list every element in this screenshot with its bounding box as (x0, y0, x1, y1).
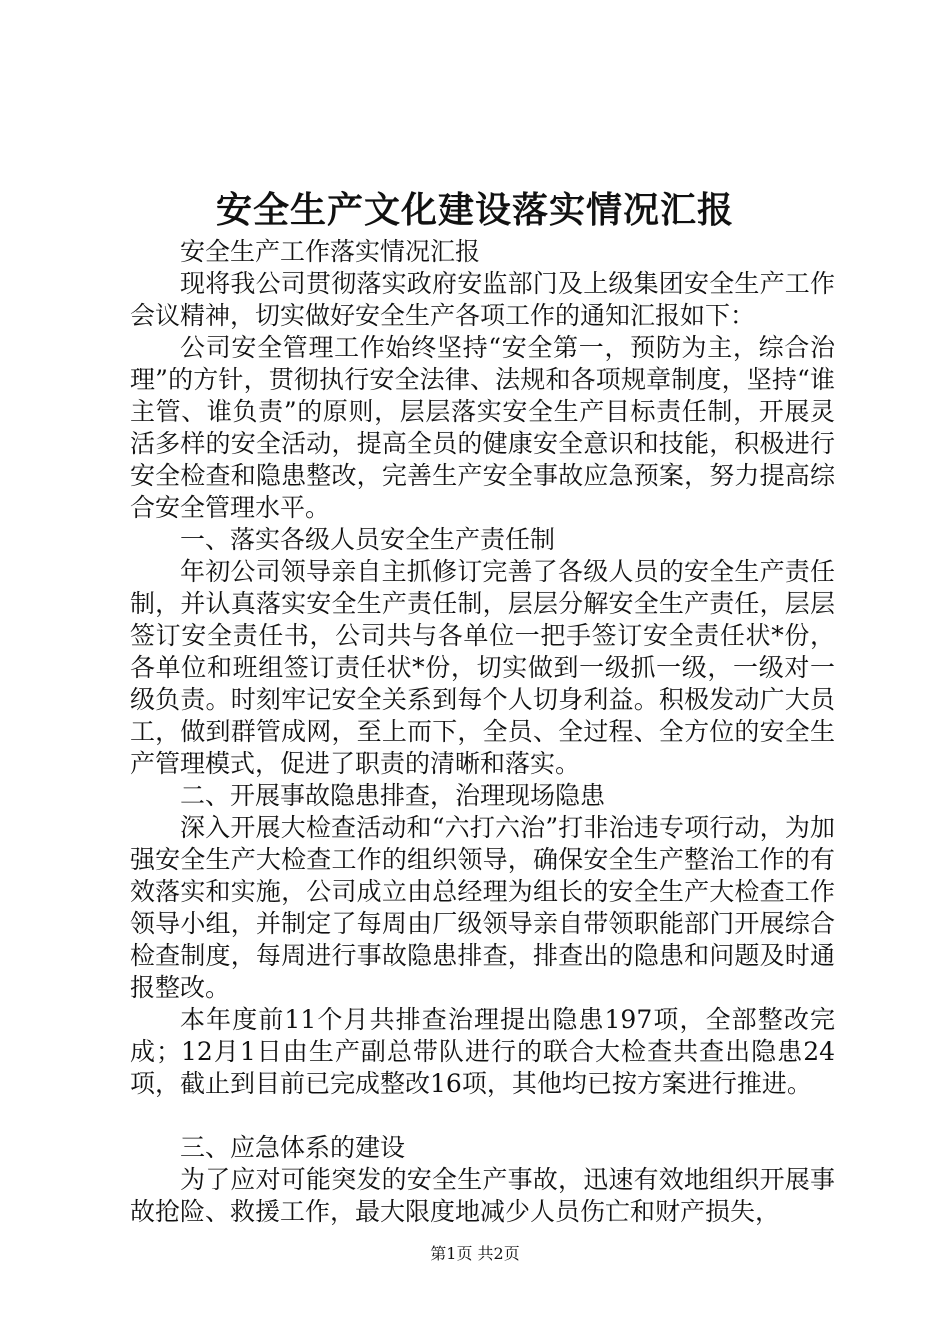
report-subtitle: 安全生产工作落实情况汇报 (180, 237, 481, 266)
document-body (130, 236, 835, 1228)
intro-paragraph: 现将我公司贯彻落实政府安监部门及上级集团安全生产工作会议精神，切实做好安全生产各项工作的通知汇报如下： (130, 269, 835, 330)
document-title: 安全生产文化建设落实情况汇报 (215, 189, 734, 231)
section-heading-2: 二、开展事故隐患排查，治理现场隐患 (180, 781, 606, 810)
section-3-paragraph: 为了应对可能突发的安全生产事故，迅速有效地组织开展事故抢险、救援工作，最大限度地减少人员伤亡和财产损失， (130, 1165, 835, 1226)
policy-paragraph: 公司安全管理工作始终坚持“安全第一，预防为主，综合治理”的方针，贯彻执行安全法律、法规和各项规章制度，坚持“谁主管、谁负责”的原则，层层落实安全生产目标责任制，开展灵活多样的安全活动，提高全员的健康安全意识和技能，积极进行安全检查和隐患整改，完善生产安全事故应急预案，努力提高综合安全管理水平。 (130, 333, 835, 522)
section-heading-3: 三、应急体系的建设 (180, 1133, 406, 1162)
section-1-paragraph: 年初公司领导亲自主抓修订完善了各级人员的安全生产责任制，并认真落实安全生产责任制，层层分解安全生产责任，层层签订安全责任书，公司共与各单位一把手签订安全责任状*份，各单位和班组签订责任状*份，切实做到一级抓一级，一级对一级负责。时刻牢记安全关系到每个人切身利益。积极发动广大员工，做到群管成网，至上而下，全员、全过程、全方位的安全生产管理模式，促进了职责的清晰和落实。 (130, 557, 835, 778)
section-2-paragraph: 深入开展大检查活动和“六打六治”打非治违专项行动，为加强安全生产大检查工作的组织领导，确保安全生产整治工作的有效落实和实施，公司成立由总经理为组长的安全生产大检查工作领导小组，并制定了每周由厂级领导亲自带领职能部门开展综合检查制度，每周进行事故隐患排查，排查出的隐患和问题及时通报整改。 (130, 813, 835, 1002)
section-2-stats-paragraph: 本年度前11个月共排查治理提出隐患197项，全部整改完成；12月1日由生产副总带队进行的联合大检查共查出隐患24项，截止到目前已完成整改16项，其他均已按方案进行推进。 (130, 1005, 835, 1098)
page-footer: 第1页 共2页 (430, 1244, 520, 1263)
blank-line (130, 1100, 835, 1132)
section-heading-1: 一、落实各级人员安全生产责任制 (180, 525, 556, 554)
